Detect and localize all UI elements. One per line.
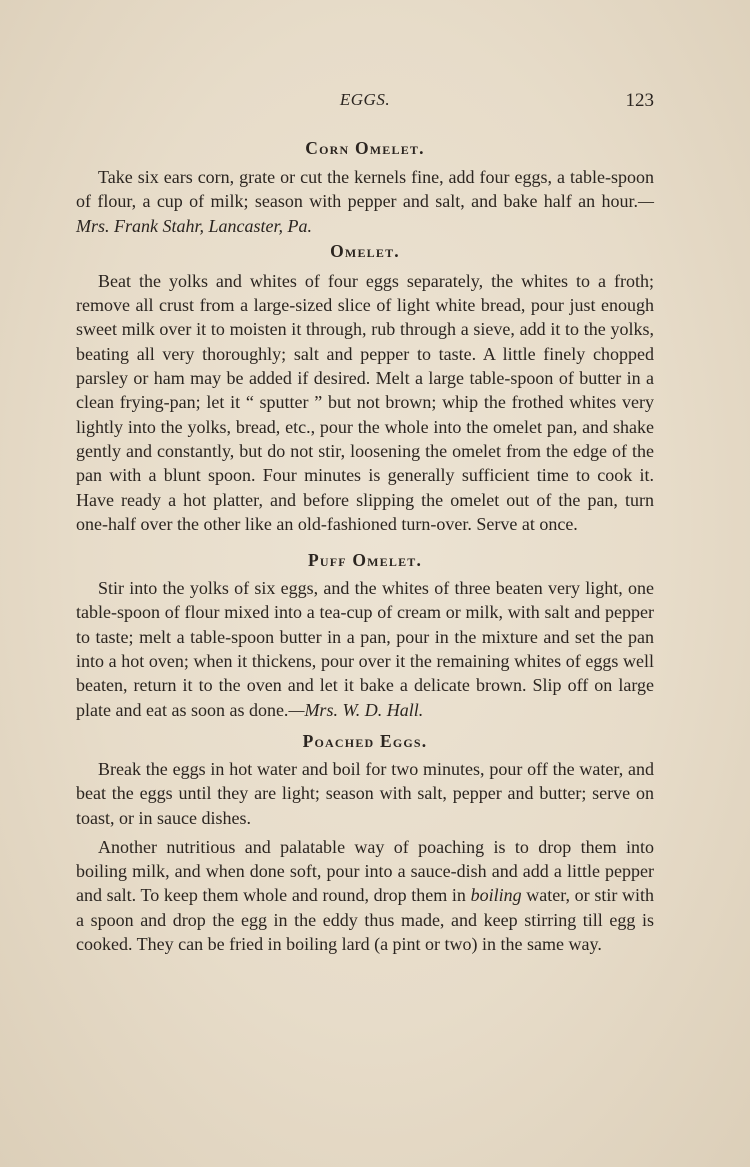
recipe-paragraph (76, 576, 654, 722)
recipe-title: Puff Omelet. (307, 550, 423, 571)
page-content (76, 133, 654, 956)
recipe-paragraph (76, 165, 654, 238)
attribution: —Mrs. W. D. Hall. (288, 699, 424, 720)
recipe-title: Omelet. (330, 240, 400, 261)
paragraph-text: Another nutritious and palatable way of poaching is to drop them into boiling milk, and when done soft, pour into a sauce-dish and add a little pepper and salt. To keep them whole and round, drop them in (76, 836, 654, 906)
paragraph-text: Take six ears corn, grate or cut the kernels fine, add four eggs, a table-spoon of flour, a cup of milk; season with pepper and salt, and bake half an hour. (76, 167, 654, 212)
recipe-title: Corn Omelet. (305, 138, 425, 158)
paragraph-text: Beat the yolks and whites of four eggs separately, the whites to a froth; remove all crust from a large-sized slice of light white bread, pour just enough sweet milk over it to moisten it through, rub through a sieve, add it to the yolks, beating all very thoroughly; salt and pepper to taste. A little finely chopped parsley or ham may be added if desired. Melt a large table-spoon of butter in a clean frying-pan; let it “ sputter ” but not brown; whip the frothed whites very lightly into the yolks, bread, etc., pour the whole into the omelet pan, and shake gently and constantly, but do not stir, loosening the omelet from the edge of the pan with a blunt spoon. Four minutes is generally sufficient time to cook it. Have ready a hot platter, and before slipping the omelet out of the pan, turn one-half over the other like an old-fashioned turn-over. Serve at once. (76, 270, 654, 534)
running-head: EGGS. (339, 90, 391, 109)
recipe-corn-omelet (76, 135, 654, 238)
page-number: 123 (625, 90, 654, 111)
page-header (76, 90, 654, 116)
paragraph-text: Break the eggs in hot water and boil for two minutes, pour off the water, and beat the eggs until they are light; season with salt, pepper and butter; serve on toast, or in sauce dishes. (76, 758, 654, 828)
attribution: —Mrs. Frank Stahr, Lancaster, Pa. (76, 191, 654, 236)
recipe-paragraph (76, 835, 654, 956)
recipe-paragraph (76, 757, 654, 830)
recipe-puff-omelet (76, 547, 654, 722)
recipe-paragraph (76, 269, 654, 536)
paragraph-text: Stir into the yolks of six eggs, and the whites of three beaten very light, one table-spoon of flour mixed into a tea-cup of cream or milk, with salt and pepper to taste; melt a table-spoon butter in a pan, pour in the mixture and set the pan into a hot oven; when it thickens, pour over it the remaining whites of eggs well beaten, return it to the oven and let it bake a delicate brown. Slip off on large plate and eat as soon as done. (76, 578, 654, 720)
recipe-omelet (76, 238, 654, 536)
emphasized-word: boiling (470, 885, 522, 906)
recipe-poached-eggs (76, 728, 654, 956)
paragraph-text: water, or stir with a spoon and drop the egg in the eddy thus made, and keep stirring till egg is cooked. They can be fried in boiling lard (a pint or two) in the same way. (76, 885, 654, 955)
recipe-title: Poached Eggs. (302, 730, 428, 751)
